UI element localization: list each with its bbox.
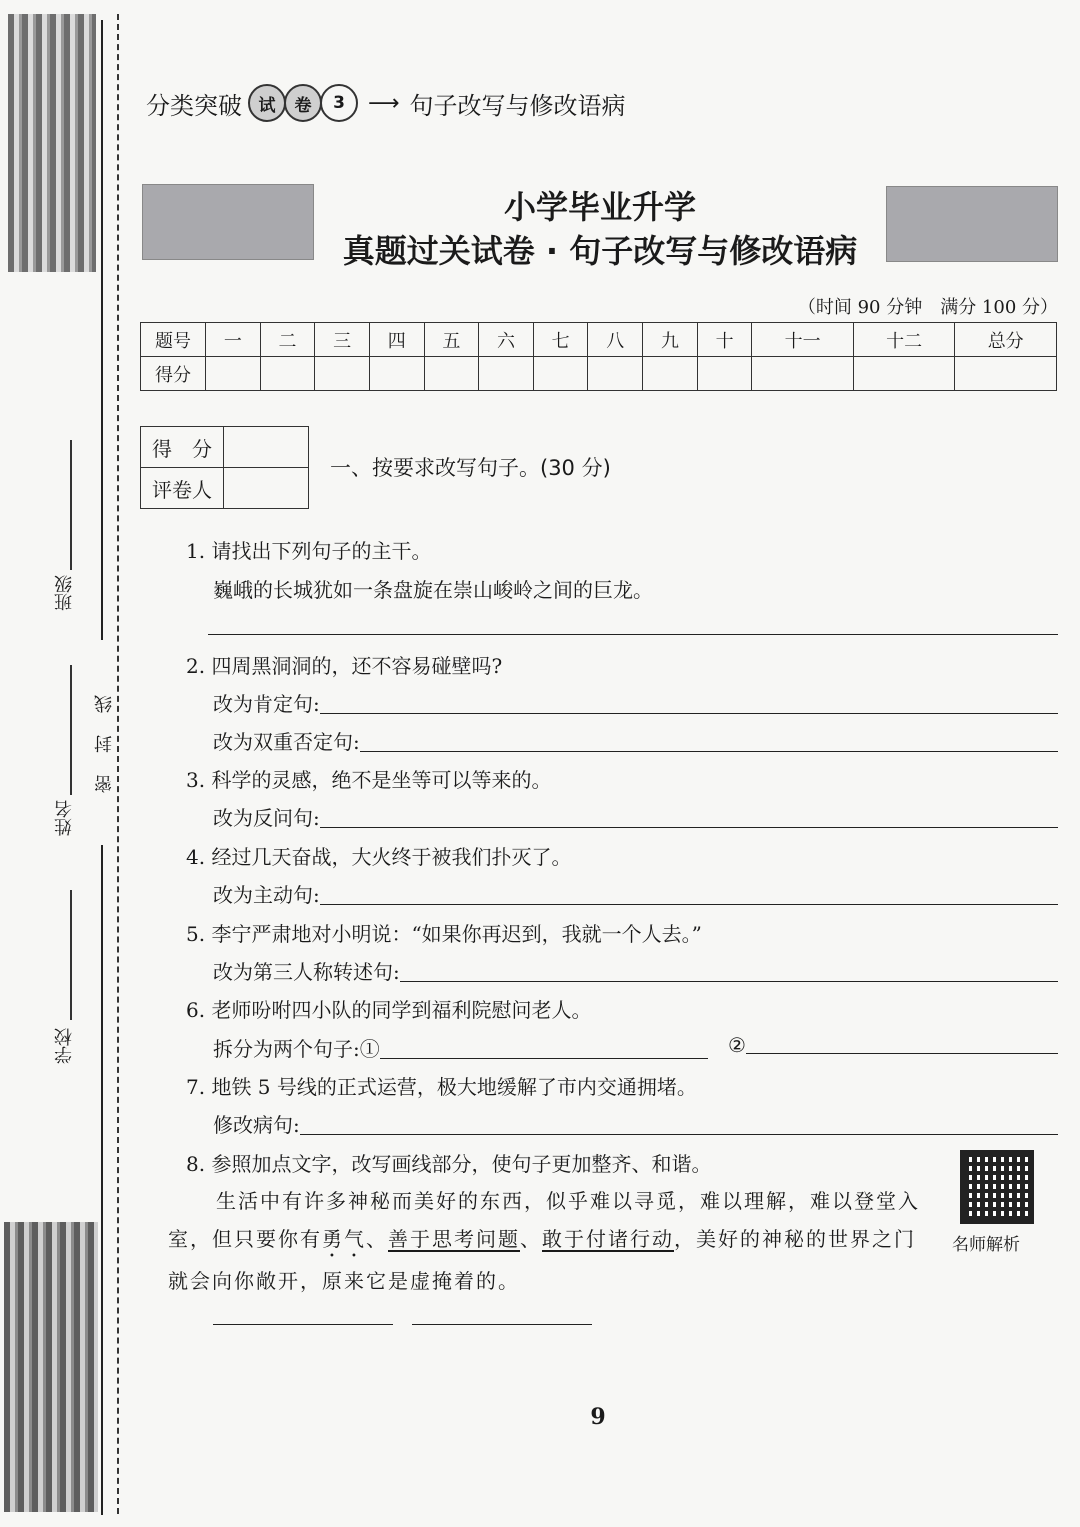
q2-number: 2. xyxy=(186,654,206,678)
class-blank xyxy=(70,440,72,570)
score-blank[interactable] xyxy=(588,357,643,391)
header-pill-number: 3 xyxy=(320,84,358,122)
header-pill-shi: 试 xyxy=(248,84,286,122)
q8-answer-line1[interactable] xyxy=(213,1324,393,1325)
grader-box xyxy=(140,426,309,509)
score-cell: 十一 xyxy=(752,323,853,357)
score-table xyxy=(140,322,1057,391)
exam-title-line2: 真题过关试卷 · 句子改写与修改语病 xyxy=(342,232,858,270)
q6-number: 6. xyxy=(186,998,206,1022)
q8-dotted-word: 勇气 xyxy=(322,1227,366,1251)
name-label: 姓名 xyxy=(54,800,75,836)
q8-prompt xyxy=(186,1148,711,1177)
score-cell: 五 xyxy=(424,323,479,357)
score-cell: 一 xyxy=(206,323,261,357)
q1-number: 1. xyxy=(186,539,206,563)
q2-label1: 改为肯定句: xyxy=(213,692,320,716)
school-blank xyxy=(70,890,72,1020)
q3-prompt xyxy=(186,764,551,793)
q8-passage-line1: 生活中有许多神秘而美好的东西，似乎难以寻觅，难以理解，难以登堂入 xyxy=(216,1189,920,1213)
q4-answer-line[interactable] xyxy=(320,904,1058,905)
exam-title-line1: 小学毕业升学 xyxy=(503,188,696,226)
q3-text: 科学的灵感，绝不是坐等可以等来的。 xyxy=(211,768,552,792)
grader-score-blank[interactable] xyxy=(224,427,309,468)
q6-answer-row2 xyxy=(728,1033,1058,1057)
score-blank[interactable] xyxy=(643,357,698,391)
q8-passage xyxy=(168,1182,928,1300)
score-cell: 十 xyxy=(697,323,752,357)
q3-label: 改为反问句: xyxy=(213,806,320,830)
q7-label: 修改病句: xyxy=(213,1113,300,1137)
name-blank xyxy=(70,665,72,795)
q7-number: 7. xyxy=(186,1075,206,1099)
q2-answer-line2[interactable] xyxy=(360,751,1058,752)
qr-code-icon[interactable] xyxy=(960,1150,1034,1224)
score-blank[interactable] xyxy=(752,357,853,391)
q2-answer-row1 xyxy=(213,688,1058,717)
q8-text: 参照加点文字，改写画线部分，使句子更加整齐、和谐。 xyxy=(211,1152,712,1176)
school-label: 学校 xyxy=(54,1028,75,1064)
q1-prompt xyxy=(186,535,431,564)
q2-answer-row2 xyxy=(213,726,1058,755)
q6-label2: ② xyxy=(728,1033,746,1057)
q7-text: 地铁 5 号线的正式运营，极大地缓解了市内交通拥堵。 xyxy=(211,1075,697,1099)
q5-label: 改为第三人称转述句: xyxy=(213,960,400,984)
score-cell: 三 xyxy=(315,323,370,357)
q7-prompt xyxy=(186,1071,697,1100)
q8-text-segment: 、 xyxy=(520,1227,542,1251)
q8-answer-line2[interactable] xyxy=(412,1324,592,1325)
score-row-label: 得分 xyxy=(141,357,206,391)
q6-answer-line1[interactable] xyxy=(380,1058,708,1059)
q5-number: 5. xyxy=(186,922,206,946)
score-blank[interactable] xyxy=(955,357,1057,391)
q3-answer-row xyxy=(213,802,1058,831)
score-cell: 四 xyxy=(369,323,424,357)
score-cell: 八 xyxy=(588,323,643,357)
q4-text: 经过几天奋战，大火终于被我们扑灭了。 xyxy=(211,845,572,869)
header-pill-juan: 卷 xyxy=(284,84,322,122)
class-label: 班级 xyxy=(54,575,75,611)
q6-text: 老师吩咐四小队的同学到福利院慰问老人。 xyxy=(211,998,592,1022)
score-blank[interactable] xyxy=(369,357,424,391)
grader-name-blank[interactable] xyxy=(224,468,309,509)
q5-text: 李宁严肃地对小明说：“如果你再迟到，我就一个人去。” xyxy=(211,922,702,946)
score-blank[interactable] xyxy=(206,357,261,391)
q5-answer-line[interactable] xyxy=(400,981,1058,982)
binding-strip-bottom xyxy=(4,1222,98,1512)
q7-answer-line[interactable] xyxy=(300,1134,1058,1135)
q8-underlined-phrase-2: 敢于付诸行动 xyxy=(542,1227,674,1251)
page-number: 9 xyxy=(590,1404,606,1430)
q6-answer-row1 xyxy=(213,1033,708,1062)
score-blank[interactable] xyxy=(260,357,315,391)
section1-title: 一、按要求改写句子。(30 分) xyxy=(330,456,611,480)
q8-passage-line3: 就会向你敞开，原来它是虚掩着的。 xyxy=(168,1269,520,1293)
q4-prompt xyxy=(186,841,571,870)
seal-char-feng: 封 xyxy=(94,735,115,753)
grader-score-label: 得 分 xyxy=(141,427,224,468)
score-cell: 二 xyxy=(260,323,315,357)
q2-label2: 改为双重否定句: xyxy=(213,730,360,754)
q2-prompt xyxy=(186,650,502,679)
q4-label: 改为主动句: xyxy=(213,883,320,907)
q4-number: 4. xyxy=(186,845,206,869)
q2-answer-line1[interactable] xyxy=(320,713,1058,714)
score-cell: 九 xyxy=(643,323,698,357)
q8-passage-line2 xyxy=(168,1220,928,1262)
q8-text-segment: 室，但只要你有 xyxy=(168,1227,322,1251)
q6-prompt xyxy=(186,994,591,1023)
seal-char-mi: 密 xyxy=(94,775,115,793)
q1-sentence: 巍峨的长城犹如一条盘旋在崇山峻岭之间的巨龙。 xyxy=(213,578,653,602)
q6-answer-line2[interactable] xyxy=(746,1053,1058,1054)
score-blank[interactable] xyxy=(853,357,954,391)
qr-label: 名师解析 xyxy=(952,1235,1020,1255)
score-blank[interactable] xyxy=(424,357,479,391)
score-cell: 题号 xyxy=(141,323,206,357)
q3-number: 3. xyxy=(186,768,206,792)
score-table-score-row xyxy=(141,357,1057,391)
score-cell: 总分 xyxy=(955,323,1057,357)
arrow-icon: ⟶ xyxy=(368,90,400,116)
q5-answer-row xyxy=(213,956,1058,985)
binding-rule-upper xyxy=(101,20,103,640)
time-info: （时间 90 分钟 满分 100 分） xyxy=(797,297,1058,318)
score-blank[interactable] xyxy=(479,357,534,391)
q1-text: 请找出下列句子的主干。 xyxy=(211,539,432,563)
section-header xyxy=(146,84,626,122)
score-cell: 十二 xyxy=(853,323,954,357)
q3-answer-line[interactable] xyxy=(320,827,1058,828)
seal-char-xian: 线 xyxy=(94,695,115,713)
q8-text-segment: ，美好的神秘的世界之门 xyxy=(674,1227,916,1251)
score-blank[interactable] xyxy=(315,357,370,391)
score-cell: 七 xyxy=(533,323,588,357)
q1-answer-line[interactable] xyxy=(208,634,1058,635)
q6-label1: 拆分为两个句子:① xyxy=(213,1037,380,1061)
score-blank[interactable] xyxy=(533,357,588,391)
score-blank[interactable] xyxy=(697,357,752,391)
q8-text-segment: 、 xyxy=(366,1227,388,1251)
score-cell: 六 xyxy=(479,323,534,357)
q7-answer-row xyxy=(213,1109,1058,1138)
q5-prompt xyxy=(186,918,702,947)
q2-text: 四周黑洞洞的，还不容易碰壁吗? xyxy=(211,654,503,678)
header-prefix: 分类突破 xyxy=(146,91,242,120)
score-table-header-row xyxy=(141,323,1057,357)
q4-answer-row xyxy=(213,879,1058,908)
header-subject: 句子改写与修改语病 xyxy=(409,91,626,120)
q8-underlined-phrase-1: 善于思考问题 xyxy=(388,1227,520,1251)
grader-name-label: 评卷人 xyxy=(141,468,224,509)
q8-number: 8. xyxy=(186,1152,206,1176)
